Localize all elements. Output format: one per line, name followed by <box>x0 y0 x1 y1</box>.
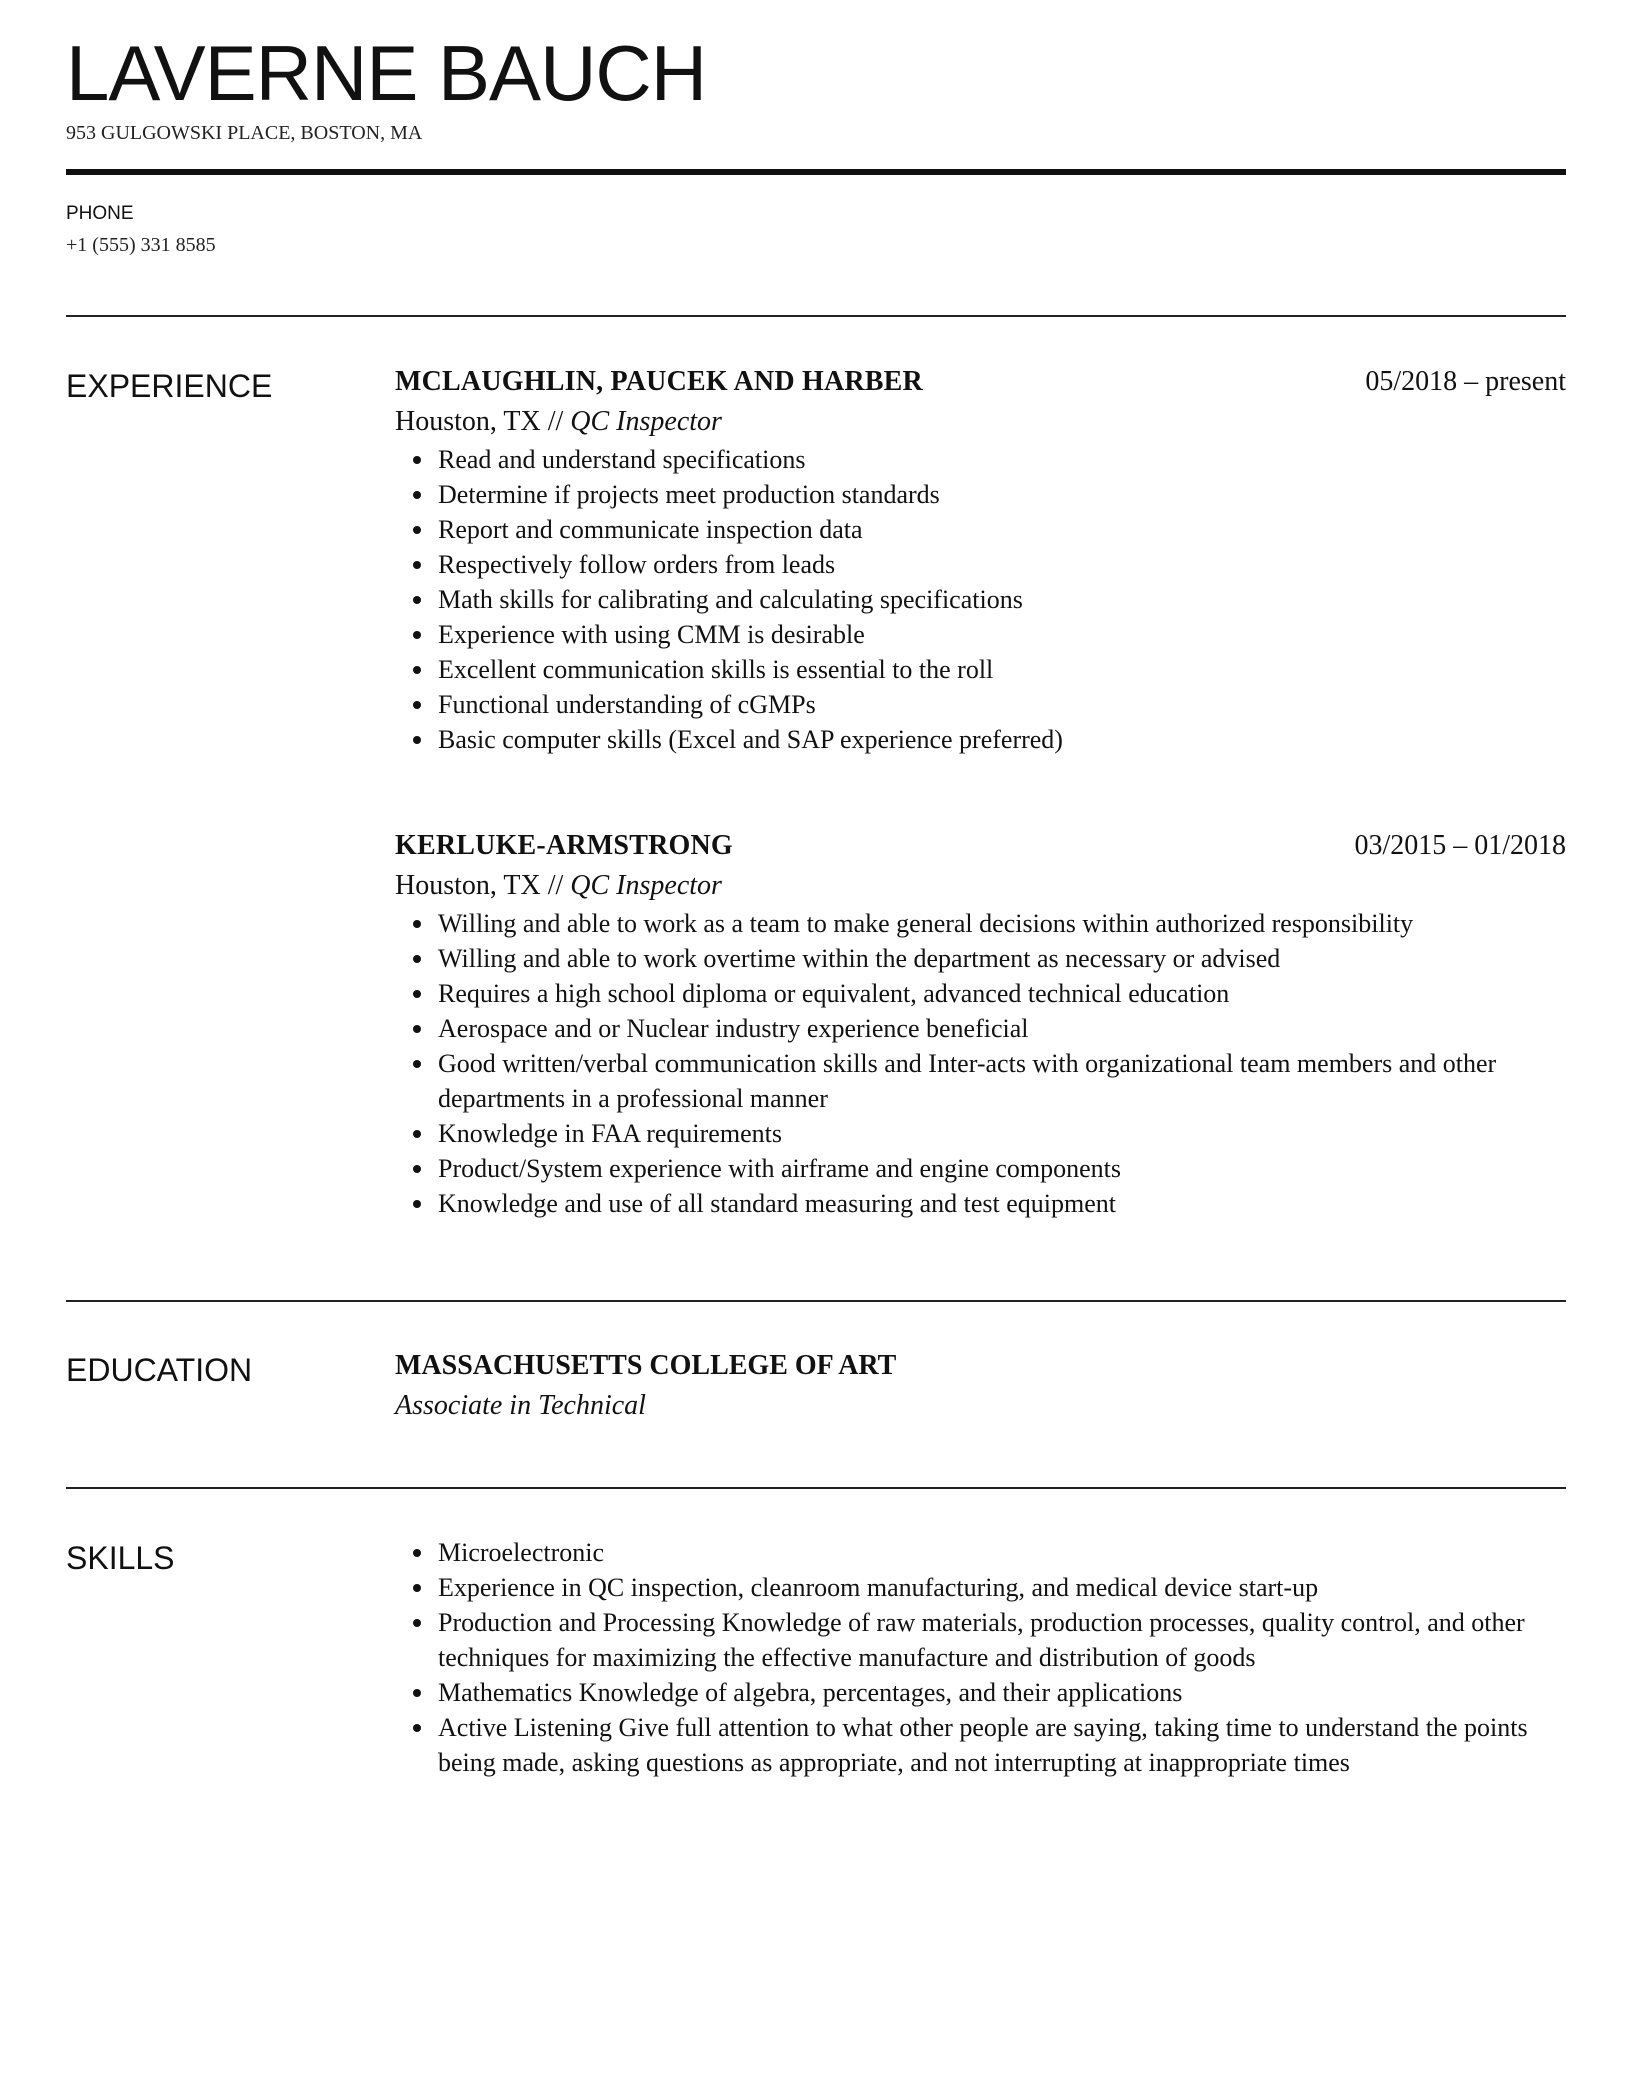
list-item: Active Listening Give full attention to what other people are saying, taking time to understand the points being made, asking questions as appropriate, and not interrupting at inappropriate times <box>438 1710 1566 1780</box>
job-location: Houston, TX <box>395 406 541 437</box>
list-item: Microelectronic <box>438 1535 1566 1570</box>
skills-entry <box>395 1535 1566 1780</box>
education-degree: Associate in Technical <box>395 1390 646 1421</box>
job-separator: // <box>540 406 571 437</box>
education-entry <box>395 1346 1566 1426</box>
section-divider <box>66 1487 1566 1489</box>
job-duties-list <box>395 442 1566 757</box>
list-item: Willing and able to work overtime within the department as necessary or advised <box>438 941 1566 976</box>
list-item: Product/System experience with airframe and engine components <box>438 1151 1566 1186</box>
education-heading: EDUCATION <box>66 1352 253 1388</box>
skills-heading: SKILLS <box>66 1540 175 1576</box>
job-separator: // <box>540 870 571 901</box>
job-role: QC Inspector <box>570 406 722 437</box>
job-dates: 03/2015 – 01/2018 <box>1354 830 1566 861</box>
phone-number: +1 (555) 331 8585 <box>66 234 216 256</box>
header-divider <box>66 169 1566 175</box>
list-item: Excellent communication skills is essential to the roll <box>438 652 1566 687</box>
list-item: Report and communicate inspection data <box>438 512 1566 547</box>
candidate-address: 953 GULGOWSKI PLACE, BOSTON, MA <box>66 122 423 144</box>
list-item: Functional understanding of cGMPs <box>438 687 1566 722</box>
job-entry <box>395 362 1566 757</box>
list-item: Good written/verbal communication skills and Inter-acts with organizational team members and other departments in a professional manner <box>438 1046 1566 1116</box>
education-school: MASSACHUSETTS COLLEGE OF ART <box>395 1350 897 1381</box>
list-item: Experience in QC inspection, cleanroom manufacturing, and medical device start-up <box>438 1570 1566 1605</box>
list-item: Experience with using CMM is desirable <box>438 617 1566 652</box>
list-item: Mathematics Knowledge of algebra, percentages, and their applications <box>438 1675 1566 1710</box>
list-item: Willing and able to work as a team to make general decisions within authorized responsibility <box>438 906 1566 941</box>
job-entry <box>395 826 1566 1221</box>
job-company: MCLAUGHLIN, PAUCEK AND HARBER <box>395 366 923 397</box>
candidate-name: LAVERNE BAUCH <box>66 29 707 117</box>
section-divider <box>66 1300 1566 1302</box>
list-item: Aerospace and or Nuclear industry experience beneficial <box>438 1011 1566 1046</box>
section-divider <box>66 315 1566 317</box>
job-role: QC Inspector <box>570 870 722 901</box>
list-item: Knowledge in FAA requirements <box>438 1116 1566 1151</box>
job-location: Houston, TX <box>395 870 541 901</box>
list-item: Determine if projects meet production standards <box>438 477 1566 512</box>
phone-label: PHONE <box>66 203 134 224</box>
job-dates: 05/2018 – present <box>1365 366 1566 397</box>
job-location-role <box>395 866 1566 906</box>
list-item: Knowledge and use of all standard measuring and test equipment <box>438 1186 1566 1221</box>
job-company: KERLUKE-ARMSTRONG <box>395 830 733 861</box>
job-location-role <box>395 402 1566 442</box>
list-item: Requires a high school diploma or equivalent, advanced technical education <box>438 976 1566 1011</box>
experience-heading: EXPERIENCE <box>66 368 273 404</box>
list-item: Read and understand specifications <box>438 442 1566 477</box>
list-item: Production and Processing Knowledge of raw materials, production processes, quality control, and other techniques for maximizing the effective manufacture and distribution of goods <box>438 1605 1566 1675</box>
skills-list <box>395 1535 1566 1780</box>
list-item: Basic computer skills (Excel and SAP experience preferred) <box>438 722 1566 757</box>
list-item: Math skills for calibrating and calculating specifications <box>438 582 1566 617</box>
list-item: Respectively follow orders from leads <box>438 547 1566 582</box>
job-duties-list <box>395 906 1566 1221</box>
